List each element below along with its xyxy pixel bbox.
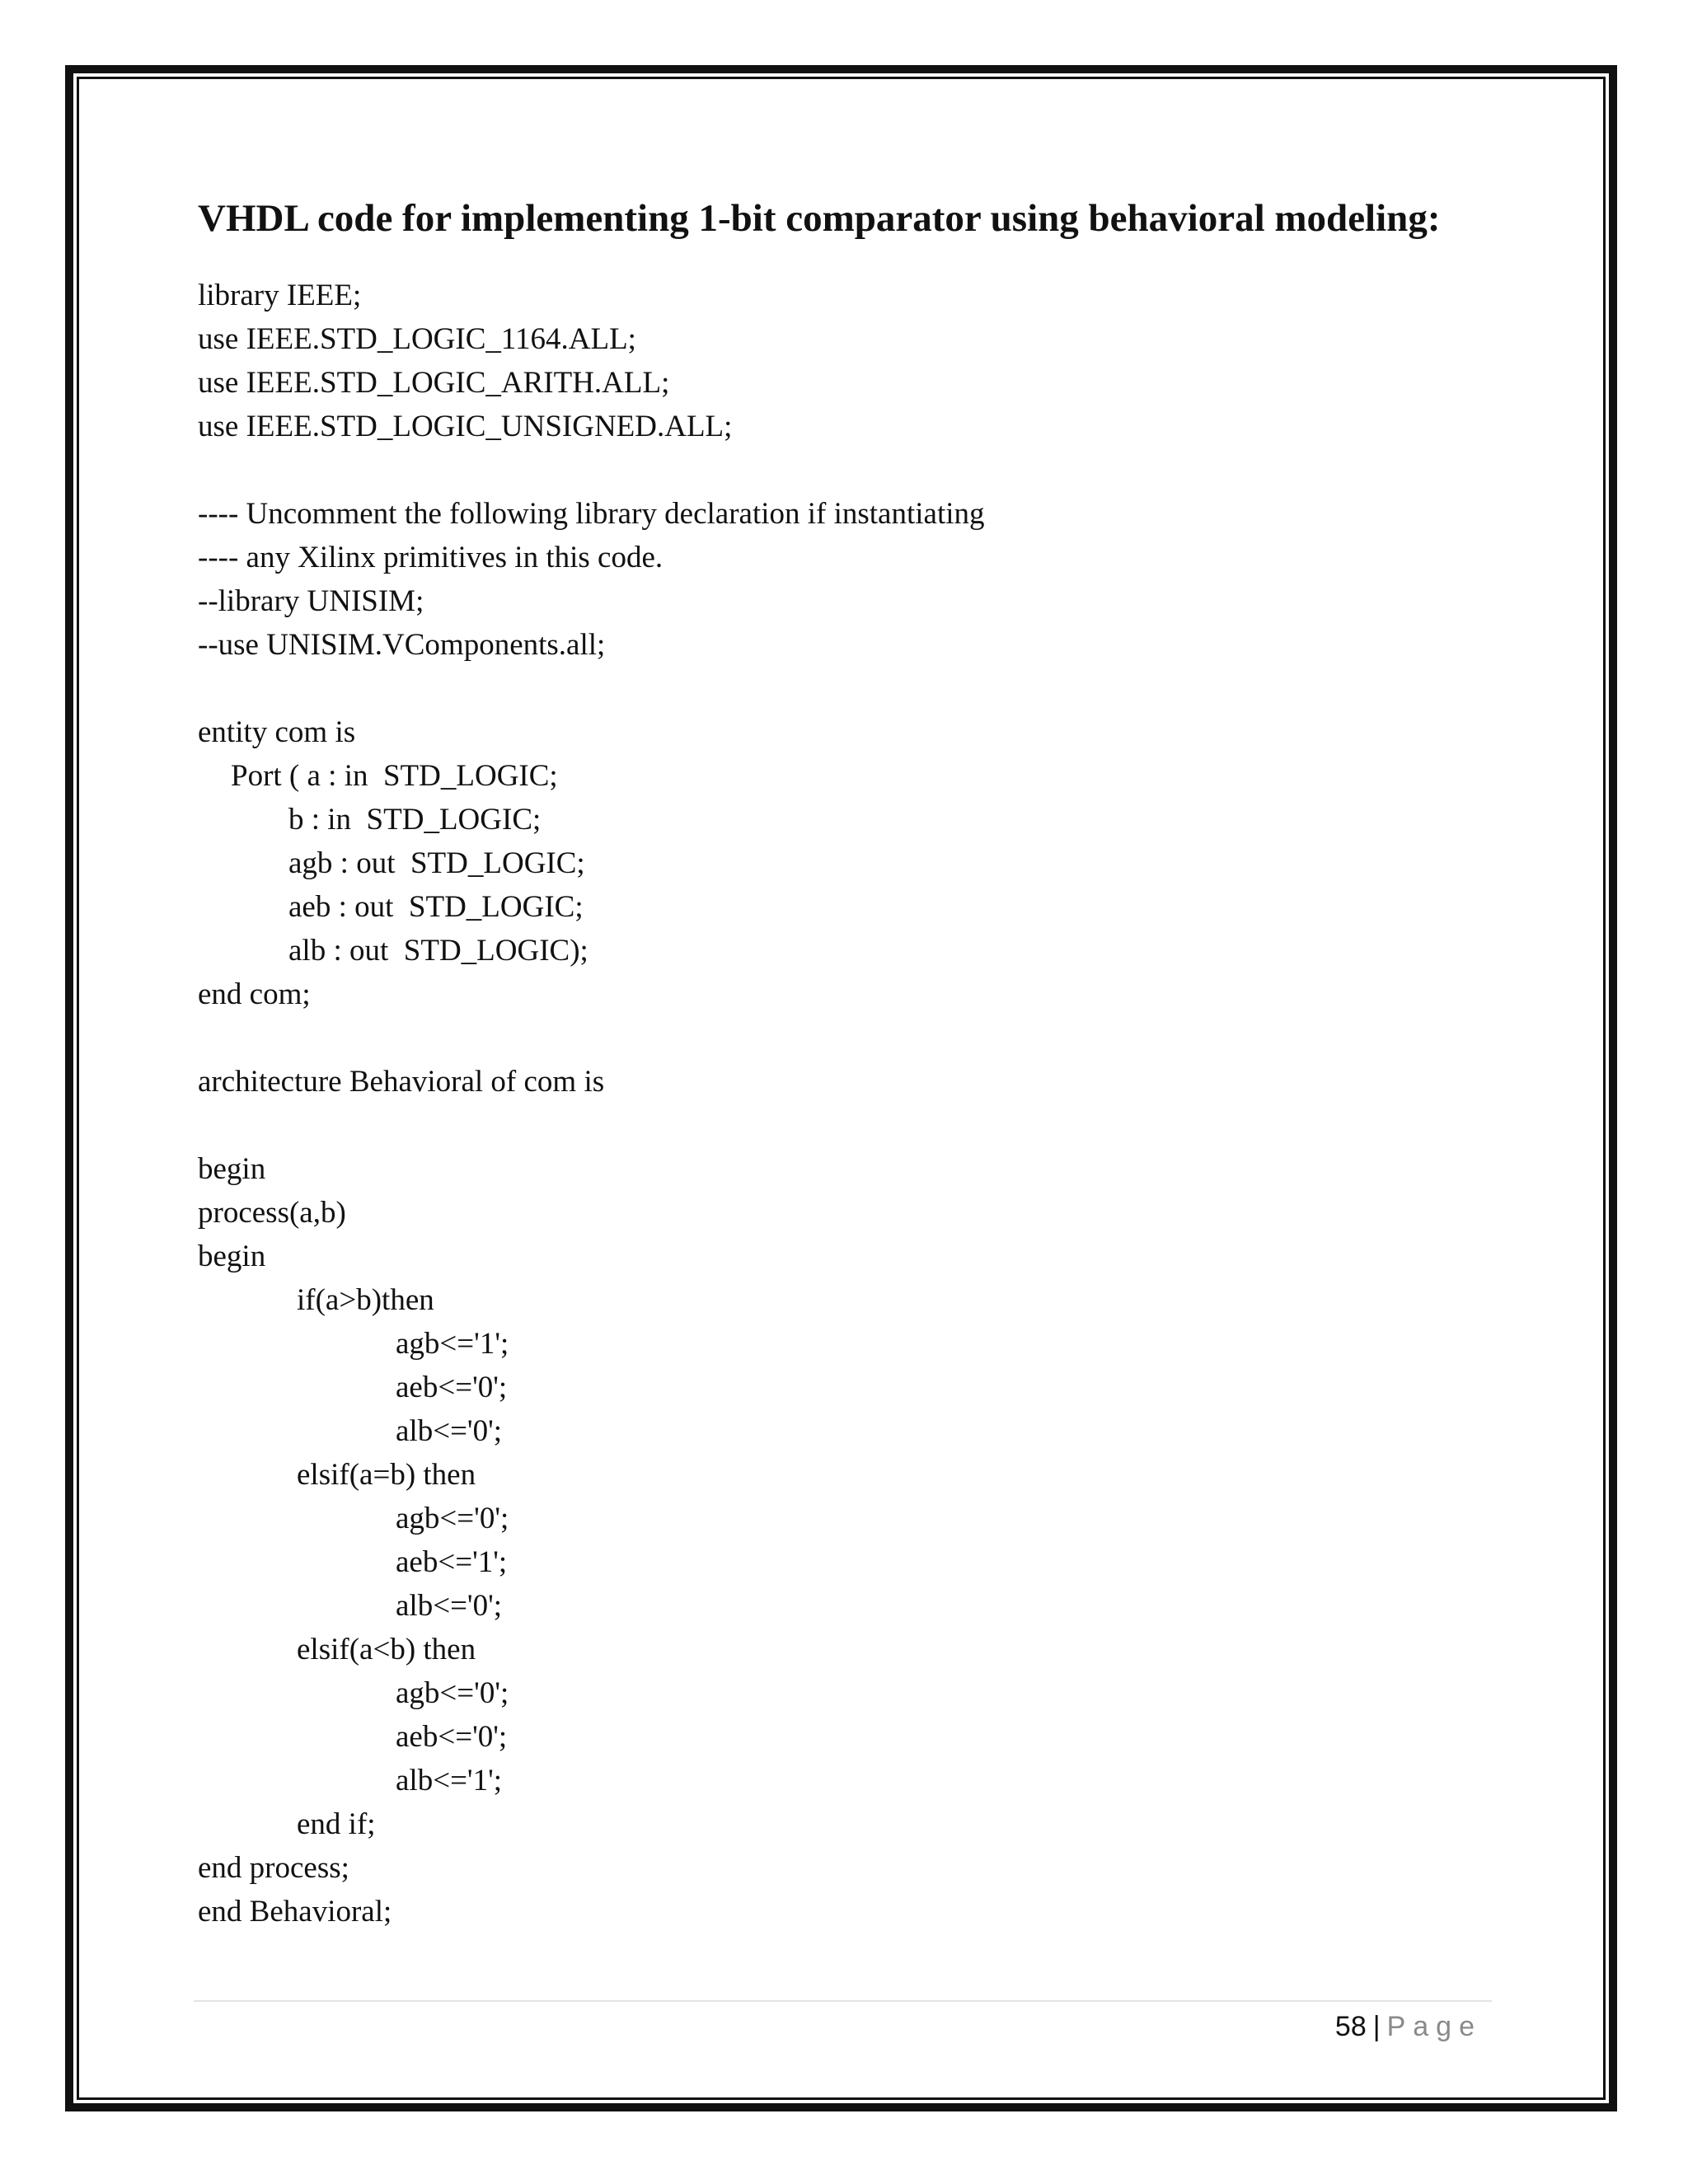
code-line: aeb<='0';: [396, 1371, 508, 1404]
page-footer: [1335, 2008, 1482, 2045]
code-line: end com;: [198, 977, 311, 1011]
blank-line: [198, 667, 985, 710]
code-line: begin: [198, 1240, 266, 1273]
code-line: elsif(a<b) then: [297, 1633, 476, 1666]
code-line: elsif(a=b) then: [297, 1458, 476, 1492]
code-line: entity com is: [198, 715, 356, 749]
code-line: b : in STD_LOGIC;: [288, 803, 542, 837]
blank-line: [198, 448, 985, 492]
code-line: aeb<='0';: [396, 1720, 508, 1754]
code-line: end Behavioral;: [198, 1895, 392, 1929]
code-line: alb<='0';: [396, 1414, 503, 1448]
code-line: begin: [198, 1152, 266, 1186]
code-line: Port ( a : in STD_LOGIC;: [231, 759, 558, 793]
vhdl-code-block: [198, 274, 985, 1933]
code-line: agb<='0';: [396, 1676, 509, 1710]
code-line: use IEEE.STD_LOGIC_ARITH.ALL;: [198, 366, 670, 400]
code-line: end if;: [297, 1807, 376, 1841]
code-line: end process;: [198, 1851, 349, 1885]
code-line: ---- Uncomment the following library declaration if instantiating: [198, 497, 985, 531]
code-line: aeb<='1';: [396, 1545, 508, 1579]
code-line: --use UNISIM.VComponents.all;: [198, 628, 606, 662]
code-line: process(a,b): [198, 1196, 346, 1230]
footer-divider: [194, 2000, 1492, 2002]
code-line: aeb : out STD_LOGIC;: [288, 890, 584, 924]
page-label: Page: [1386, 2011, 1482, 2042]
code-line: alb<='1';: [396, 1764, 503, 1797]
code-line: --library UNISIM;: [198, 584, 424, 618]
blank-line: [198, 1104, 985, 1147]
code-line: library IEEE;: [198, 279, 362, 312]
code-line: use IEEE.STD_LOGIC_1164.ALL;: [198, 322, 636, 356]
code-line: use IEEE.STD_LOGIC_UNSIGNED.ALL;: [198, 410, 733, 443]
code-line: agb : out STD_LOGIC;: [288, 846, 585, 880]
code-line: architecture Behavioral of com is: [198, 1065, 605, 1099]
code-line: alb : out STD_LOGIC);: [288, 934, 588, 968]
code-line: agb<='1';: [396, 1327, 509, 1361]
code-line: ---- any Xilinx primitives in this code.: [198, 541, 663, 574]
section-heading: VHDL code for implementing 1-bit comparator using behavioral modeling:: [198, 197, 1441, 240]
page-number: 58: [1334, 2011, 1367, 2042]
blank-line: [198, 1016, 985, 1060]
code-line: alb<='0';: [396, 1589, 503, 1623]
page-separator: |: [1372, 2011, 1381, 2042]
code-line: agb<='0';: [396, 1502, 509, 1535]
code-line: if(a>b)then: [297, 1283, 434, 1317]
